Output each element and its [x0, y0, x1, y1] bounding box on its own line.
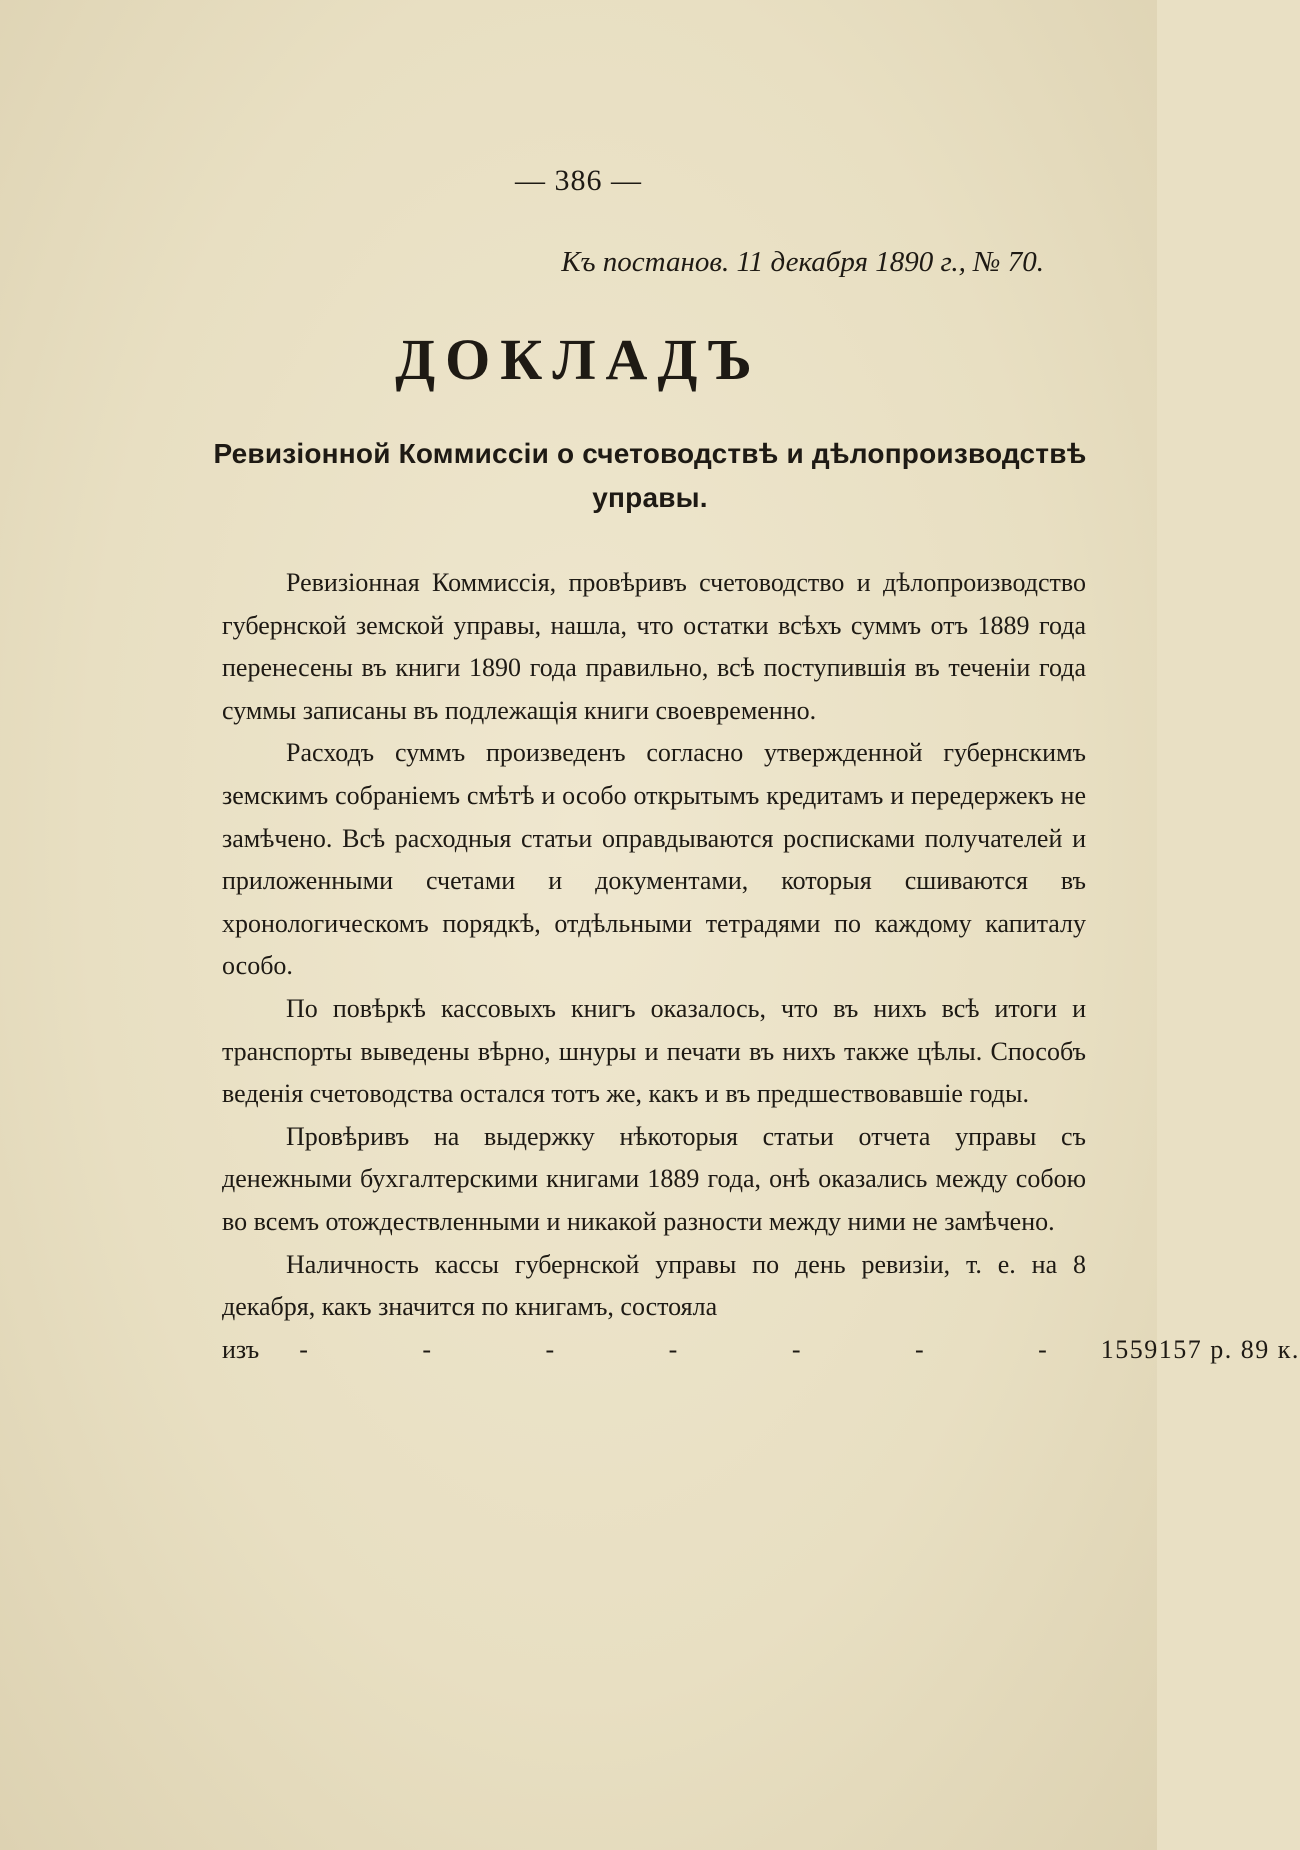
document-subtitle: Ревизіонной Коммиссіи о счетоводствѣ и дѣлопроизводствѣ управы. — [213, 438, 1087, 513]
paragraph-2: Расходъ суммъ произведенъ согласно утвержденной губернскимъ земскимъ собраніемъ смѣтѣ и особо открытымъ кредитамъ и передержекъ не замѣчено. Всѣ расходныя статьи оправдываются росписками получателей и приложенными счетами и документами, которыя сшиваются въ хронологическомъ порядкѣ, отдѣльными тетрадями по каждому капиталу особо. — [222, 738, 1086, 981]
paragraph-5: Наличность кассы губернской управы по день ревизіи, т. е. на 8 декабря, какъ значится по книгамъ, состояла — [222, 1249, 1086, 1322]
report-body — [222, 562, 1300, 1371]
cash-balance-line — [222, 1329, 1300, 1372]
paragraph-4: Провѣривъ на выдержку нѣкоторыя статьи отчета управы съ денежными бухгалтерскими книгами 1889 года, онѣ оказались между собою во всемъ отождествленными и никакой разности между ними не замѣчено. — [222, 1121, 1086, 1236]
paragraph-3: По повѣркѣ кассовыхъ книгъ оказалось, что въ нихъ всѣ итоги и транспорты выведены вѣрно, шнуры и печати въ нихъ также цѣлы. Способъ веденія счетоводства остался тотъ же, какъ и въ предшествовавшіе годы. — [222, 993, 1086, 1109]
leader-dashes: - - - - - - - — [299, 1334, 1101, 1364]
document-title: ДОКЛАДЪ — [395, 327, 762, 392]
paragraph-1: Ревизіонная Коммиссія, провѣривъ счетоводство и дѣлопроизводство губернской земской управы, нашла, что остатки всѣхъ суммъ отъ 1889 года перенесены въ книги 1890 года правильно, всѣ поступившія въ теченіи года суммы записаны въ подлежащія книги своевременно. — [222, 568, 1086, 725]
resolution-reference: Къ постанов. 11 декабря 1890 г., № 70. — [561, 246, 1044, 278]
cash-balance-amount: 1559157 р. 89 к. — [1100, 1334, 1300, 1364]
page-number: — 386 — — [515, 164, 642, 197]
cash-balance-lead: изъ — [222, 1334, 260, 1364]
